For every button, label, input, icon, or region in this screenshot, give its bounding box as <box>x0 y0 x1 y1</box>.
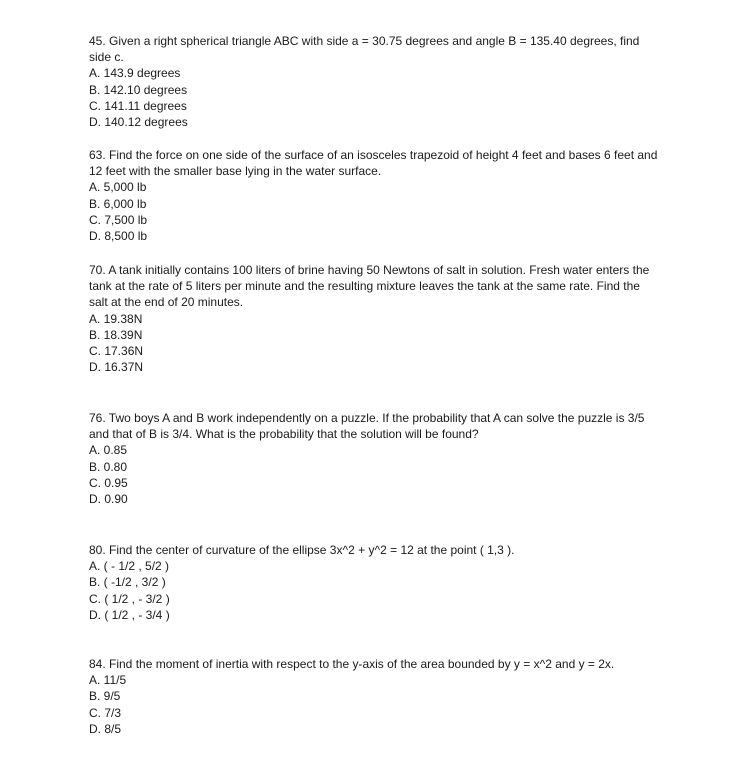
option-list <box>89 672 661 737</box>
option-c: C. 141.11 degrees <box>89 98 187 113</box>
option-d: D. 16.37N <box>89 360 144 375</box>
option-a: A. 5,000 lb <box>89 180 147 195</box>
question-text: 76. Two boys A and B work independently on a puzzle. If the probability that A can solve the puzzle is 3/5 and that of B is 3/4. What is the probability that the solution will be found? <box>89 411 645 442</box>
option-a: A. 19.38N <box>89 311 143 326</box>
option-c: C. 7/3 <box>89 705 122 720</box>
question-text: 80. Find the center of curvature of the ellipse 3x^2 + y^2 = 12 at the point ( 1,3 ). <box>89 543 515 557</box>
question-76 <box>89 410 661 507</box>
question-84 <box>89 656 661 737</box>
question-70 <box>89 262 661 375</box>
option-list <box>89 65 661 130</box>
question-text: 63. Find the force on one side of the surface of an isosceles trapezoid of height 4 feet and bases 6 feet and 12 feet with the smaller base lying in the water surface. <box>89 148 658 179</box>
option-c: C. ( 1/2 , - 3/2 ) <box>89 591 170 606</box>
option-c: C. 7,500 lb <box>89 212 148 227</box>
question-45 <box>89 33 661 130</box>
option-list <box>89 179 661 244</box>
question-text: 84. Find the moment of inertia with respect to the y-axis of the area bounded by y = x^2 and y = 2x. <box>89 657 615 671</box>
option-c: C. 0.95 <box>89 475 128 490</box>
option-b: B. 9/5 <box>89 689 121 704</box>
option-list <box>89 442 661 507</box>
question-text: 45. Given a right spherical triangle ABC with side a = 30.75 degrees and angle B = 135.40 degrees, find side c. <box>89 34 640 65</box>
option-b: B. ( -1/2 , 3/2 ) <box>89 575 166 590</box>
option-d: D. ( 1/2 , - 3/4 ) <box>89 607 170 622</box>
option-a: A. ( - 1/2 , 5/2 ) <box>89 559 170 574</box>
option-a: A. 0.85 <box>89 443 128 458</box>
option-b: B. 142.10 degrees <box>89 82 188 97</box>
question-text: 70. A tank initially contains 100 liters of brine having 50 Newtons of salt in solution. Fresh water enters the tank at the rate of 5 liters per minute and the resulting mixture leaves the tank at the same rate. Find the salt at the end of 20 minutes. <box>89 263 650 310</box>
option-list <box>89 311 661 376</box>
option-d: D. 8/5 <box>89 721 122 736</box>
option-d: D. 8,500 lb <box>89 229 148 244</box>
option-c: C. 17.36N <box>89 344 144 359</box>
option-a: A. 143.9 degrees <box>89 66 181 81</box>
option-b: B. 18.39N <box>89 327 143 342</box>
option-b: B. 6,000 lb <box>89 196 147 211</box>
option-d: D. 0.90 <box>89 492 128 507</box>
option-list <box>89 558 661 623</box>
question-63 <box>89 147 661 244</box>
question-80 <box>89 542 661 623</box>
option-d: D. 140.12 degrees <box>89 115 188 130</box>
option-b: B. 0.80 <box>89 459 128 474</box>
option-a: A. 11/5 <box>89 673 127 688</box>
